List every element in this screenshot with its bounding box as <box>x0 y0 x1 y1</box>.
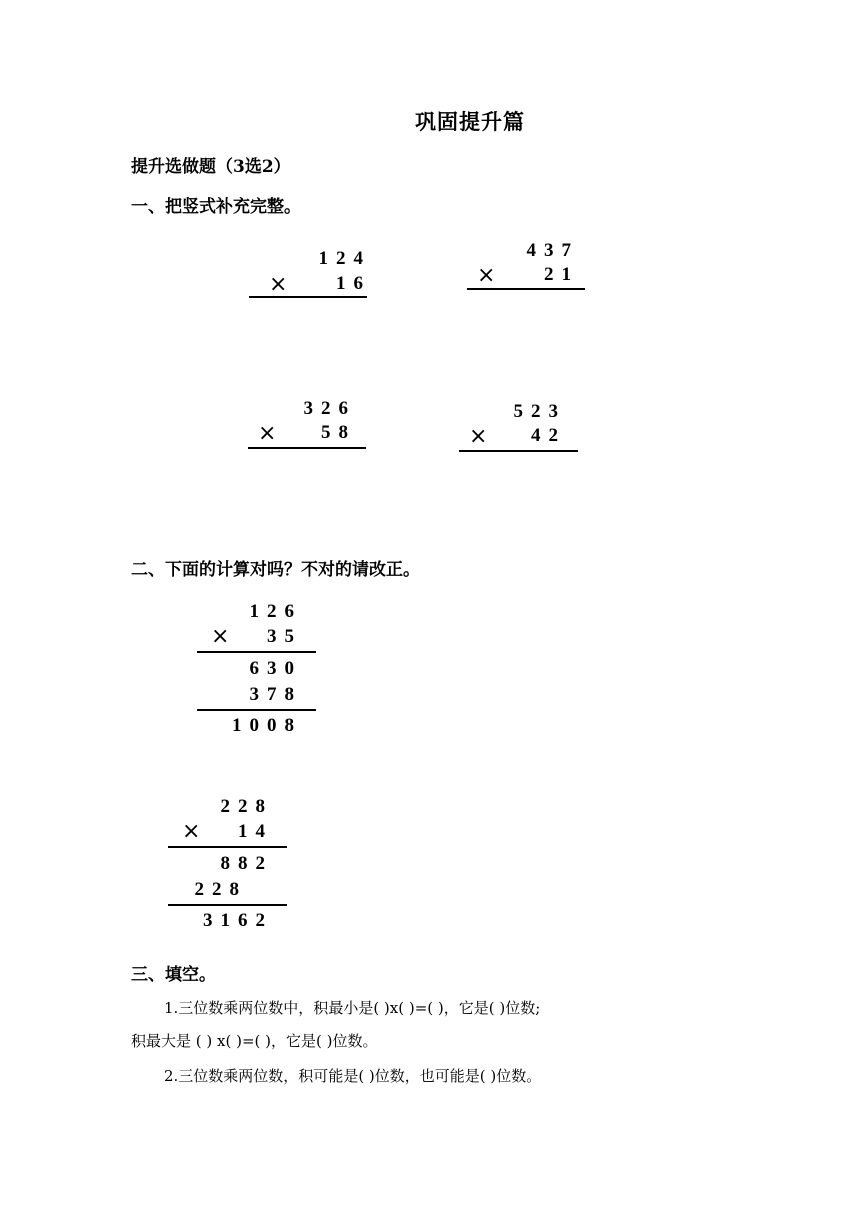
problem-3-bottom: 58 <box>321 422 356 443</box>
check-2-rule-1 <box>168 846 287 848</box>
check-1-rule-2 <box>197 709 316 711</box>
problem-1 <box>249 246 371 300</box>
problem-3-top: 326 <box>303 398 356 419</box>
check-2-partial-2: 228 <box>194 879 247 900</box>
problem-2-rule <box>467 288 585 290</box>
section2-heading: 二、下面的计算对吗？不对的请改正。 <box>131 560 420 580</box>
page-title: 巩固提升篇 <box>415 109 525 134</box>
problem-3-rule <box>248 447 366 449</box>
problem-4 <box>459 399 578 453</box>
fill-line-2: 积最大是 ( ) x( )=( )，它是( )位数。 <box>131 1032 378 1050</box>
check-1-bottom: 35 <box>267 626 302 647</box>
check-problem-1 <box>197 599 316 739</box>
problem-4-top: 523 <box>513 401 566 422</box>
problem-2-bottom: 21 <box>544 264 579 285</box>
multiply-sign: × <box>477 263 496 288</box>
check-1-partial-2: 378 <box>249 684 302 705</box>
section3-heading: 三、填空。 <box>131 965 216 985</box>
check-2-top: 228 <box>220 796 273 817</box>
problem-2-top: 437 <box>526 240 579 261</box>
subtitle: 提升选做题（3选2） <box>131 157 291 177</box>
check-1-partial-1: 630 <box>249 658 302 679</box>
problem-1-top: 124 <box>318 248 371 269</box>
multiply-sign: × <box>469 424 488 449</box>
check-1-result: 1008 <box>232 715 302 736</box>
check-2-bottom: 14 <box>238 821 273 842</box>
section1-heading: 一、把竖式补充完整。 <box>131 197 301 217</box>
check-problem-2 <box>168 794 287 934</box>
check-1-rule-1 <box>197 651 316 653</box>
problem-4-rule <box>459 450 578 452</box>
multiply-sign: × <box>182 819 201 844</box>
multiply-sign: × <box>258 421 277 446</box>
problem-4-bottom: 42 <box>531 425 566 446</box>
check-1-top: 126 <box>249 601 302 622</box>
problem-1-bottom: 16 <box>336 273 371 294</box>
fill-line-3: 2.三位数乘两位数，积可能是( )位数，也可能是( )位数。 <box>164 1067 542 1085</box>
problem-2 <box>467 238 585 292</box>
fill-line-1: 1.三位数乘两位数中，积最小是( )x( )=( )，它是( )位数; <box>164 999 541 1017</box>
problem-1-rule <box>249 296 367 298</box>
problem-3 <box>248 396 366 450</box>
check-2-result: 3162 <box>203 910 273 931</box>
check-2-rule-2 <box>168 904 287 906</box>
multiply-sign: × <box>211 624 230 649</box>
multiply-sign: × <box>269 272 288 297</box>
check-2-partial-1: 882 <box>220 853 273 874</box>
